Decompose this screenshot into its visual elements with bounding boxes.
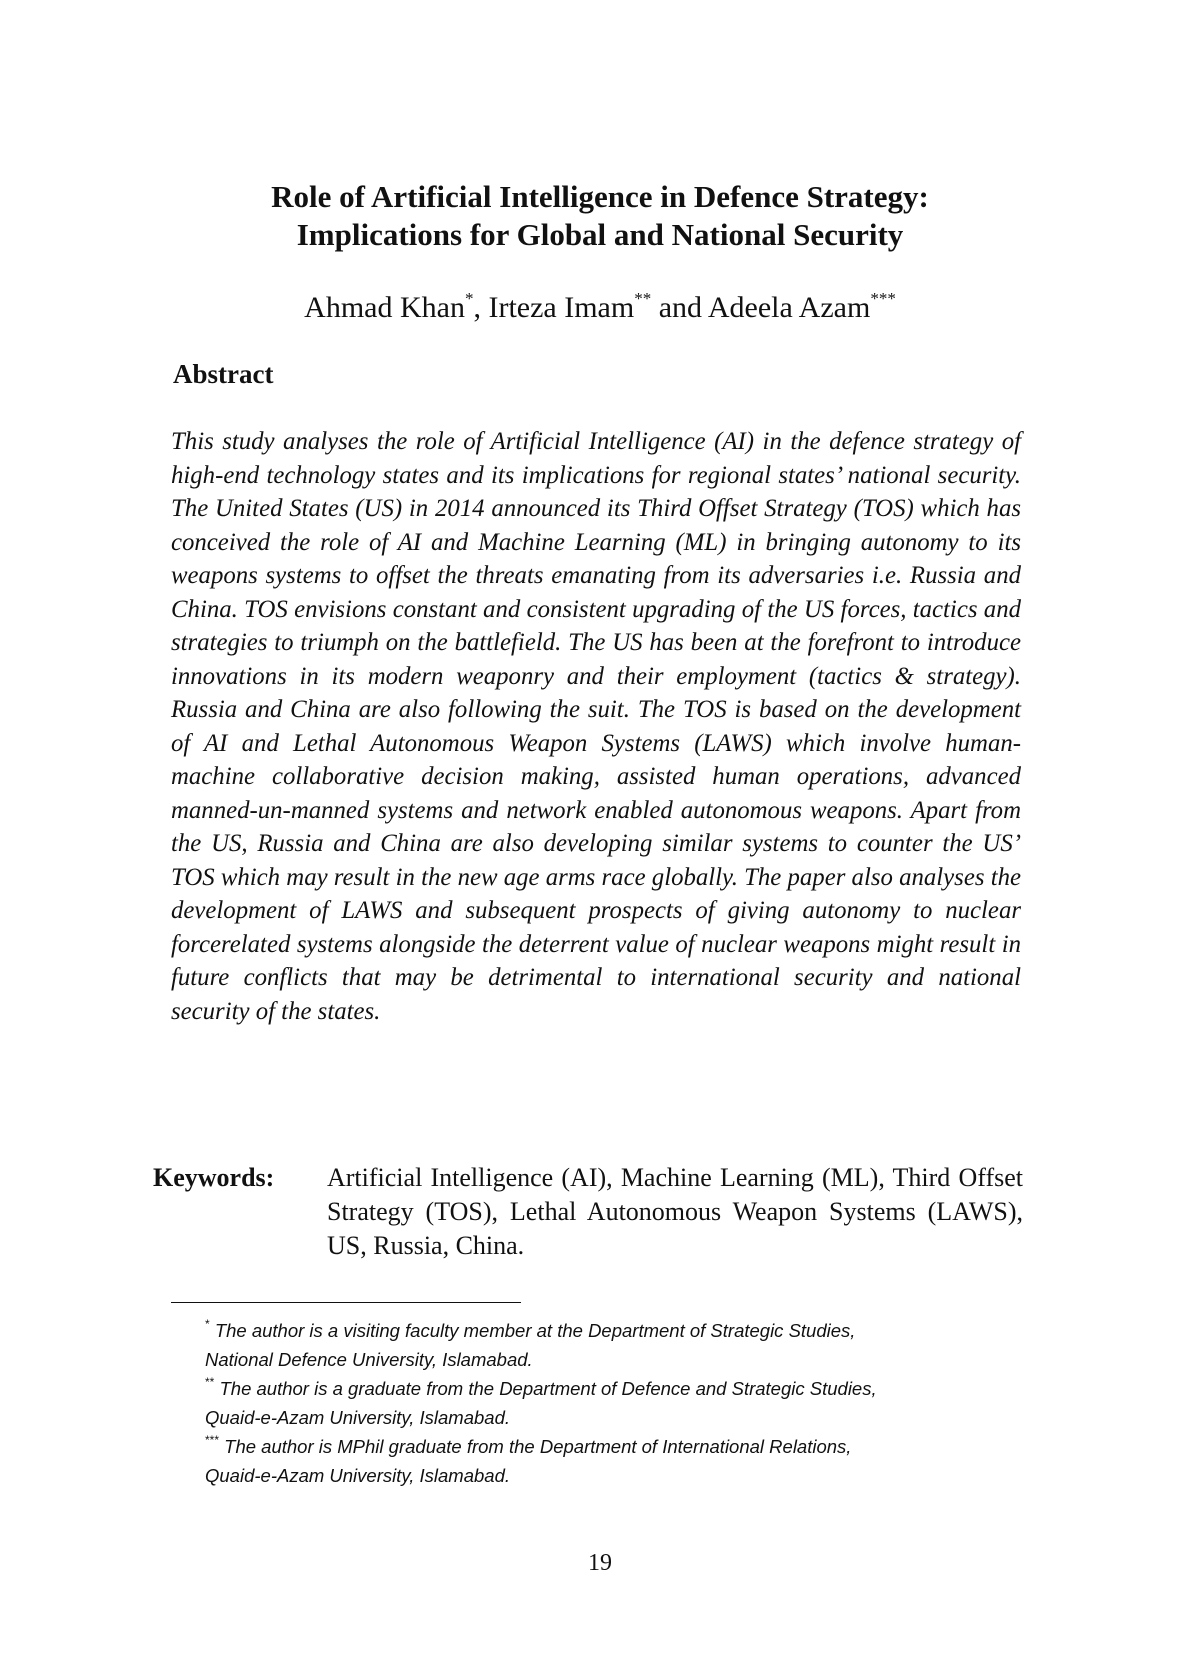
keywords-label: Keywords: (153, 1163, 275, 1192)
author-name: Irteza Imam (488, 291, 635, 324)
footnote (205, 1432, 1025, 1490)
author-footnote-mark: * (464, 289, 474, 308)
title-line-2: Implications for Global and National Security (296, 217, 904, 252)
footnote-line: The author is a graduate from the Department of Defence and Strategic Studies, (219, 1378, 877, 1399)
author-footnote-mark: ** (634, 289, 652, 308)
footnote-mark: ** (205, 1375, 215, 1389)
footnote-line: The author is a visiting faculty member at the Department of Strategic Studies, (214, 1320, 856, 1341)
footnote-line: Quaid-e-Azam University, Islamabad. (205, 1407, 511, 1428)
author-list (150, 290, 1050, 326)
author-name: Ahmad Khan (304, 291, 465, 324)
keywords-list: Artificial Intelligence (AI), Machine Learning (ML), Third Offset Strategy (TOS), Lethal Autonomous Weapon Systems (LAWS), US, Russia, China. (327, 1163, 1023, 1260)
author-footnote-mark: *** (870, 289, 896, 308)
footnote (205, 1374, 1025, 1432)
paper-title (150, 178, 1050, 254)
author-separator: , (473, 291, 489, 324)
footnote-line: Quaid-e-Azam University, Islamabad. (205, 1465, 511, 1486)
page-number: 19 (588, 1550, 612, 1576)
footnote-divider (171, 1302, 521, 1303)
footnote (205, 1316, 1025, 1374)
footnote-line: The author is MPhil graduate from the Department of International Relations, (224, 1436, 852, 1457)
footnotes (205, 1316, 1025, 1490)
footnote-mark: * (205, 1317, 210, 1331)
author-name: Adeela Azam (707, 291, 871, 324)
abstract-body: This study analyses the role of Artificial Intelligence (AI) in the defence strategy of high-end technology states and its implications for regional states’ national security. The United States (US) in 2014 announced its Third Offset Strategy (TOS) which has conceived the role of AI and Machine Learning (ML) in bringing autonomy to its weapons systems to offset the threats emanating from its adversaries i.e. Russia and China. TOS envisions constant and consistent upgrading of the US forces, tactics and strategies to triumph on the battlefield. The US has been at the forefront to introduce innovations in its modern weaponry and their employment (tactics & strategy). Russia and China are also following the suit. The TOS is based on the development of AI and Lethal Autonomous Weapon Systems (LAWS) which involve human-machine collaborative decision making, assisted human operations, advanced manned-un-manned systems and network enabled autonomous weapons. Apart from the US, Russia and China are also developing similar systems to counter the US’ TOS which may result in the new age arms race globally. The paper also analyses the development of LAWS and subsequent prospects of giving autonomy to nuclear forcerelated systems alongside the deterrent value of nuclear weapons might result in future conflicts that may be detrimental to international security and national security of the states. (171, 428, 1021, 1025)
footnote-mark: *** (205, 1433, 220, 1447)
abstract-heading: Abstract (173, 359, 274, 389)
author-separator: and (651, 291, 708, 324)
footnote-line: National Defence University, Islamabad. (205, 1349, 533, 1370)
title-line-1: Role of Artificial Intelligence in Defence Strategy: (271, 179, 929, 214)
